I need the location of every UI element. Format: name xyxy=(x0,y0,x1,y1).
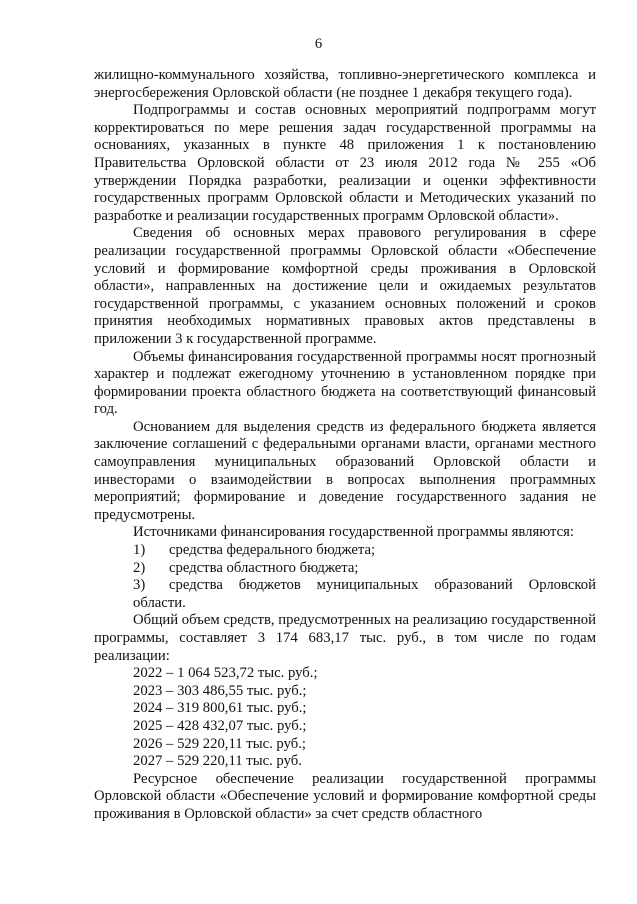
paragraph-funding-volumes: Объемы финансирования государственной программы носят прогнозный характер и подлежат ежегодному уточнению в установленном порядке при формировании проекта областного бюджета на соответствующий финансовый год. xyxy=(94,348,596,418)
list-item-text: средства областного бюджета; xyxy=(169,559,359,576)
funding-year-line: 2026 – 529 220,11 тыс. руб.; xyxy=(133,735,306,752)
paragraph-legal-regulation: Сведения об основных мерах правового регулирования в сфере реализации государственной программы Орловской области «Обеспечение условий и формирование комфортной среды проживания в Орловской области», направленных на достижение цели и ожидаемых результатов государственной программы, с указанием основных положений и сроков принятия необходимых нормативных правовых актов представлены в приложении 3 к государственной программе. xyxy=(94,225,596,347)
list-item xyxy=(94,577,596,612)
list-item xyxy=(94,542,596,560)
list-item-number: 1) xyxy=(133,542,146,559)
funding-year-line: 2025 – 428 432,07 тыс. руб.; xyxy=(133,717,307,734)
funding-year-line: 2024 – 319 800,61 тыс. руб.; xyxy=(133,700,307,717)
paragraph-sources-intro: Источниками финансирования государственной программы являются: xyxy=(133,524,574,541)
list-item-text: средства федерального бюджета; xyxy=(169,542,376,559)
list-item-number: 3) xyxy=(133,577,146,594)
list-item-number: 2) xyxy=(133,559,146,576)
paragraph-total-funding: Общий объем средств, предусмотренных на реализацию государственной программы, составляет 3 174 683,17 тыс. руб., в том числе по годам реализации: xyxy=(94,612,596,664)
document-body xyxy=(94,67,596,824)
funding-year-line: 2027 – 529 220,11 тыс. руб. xyxy=(133,753,302,770)
list-item-text: средства бюджетов муниципальных образований Орловской области. xyxy=(133,577,596,611)
funding-year-line: 2022 – 1 064 523,72 тыс. руб.; xyxy=(133,665,318,682)
list-item xyxy=(94,560,596,578)
paragraph-federal-basis: Основанием для выделения средств из федерального бюджета является заключение соглашений с федеральными органами власти, органами местного самоуправления муниципальных образований Орловской области и инвесторами о взаимодействии в вопросах выполнения программных мероприятий; формирование и доведение государственного задания не предусмотрены. xyxy=(94,418,596,523)
paragraph-subprograms: Подпрограммы и состав основных мероприятий подпрограмм могут корректироваться по мере решения задач государственной программы на основаниях, указанных в пункте 48 приложения 1 к постановлению Правительства Орловской области от 23 июля 2012 года № 255 «Об утверждении Порядка разработки, реализации и оценки эффективности государственных программ Орловской области и Методических указаний по разработке и реализации государственных программ Орловской области». xyxy=(94,102,596,224)
page-number: 6 xyxy=(314,36,323,52)
paragraph-resource-provision: Ресурсное обеспечение реализации государственной программы Орловской области «Обеспечение условий и формирование комфортной среды проживания в Орловской области» за счет средств областного xyxy=(94,770,596,822)
funding-year-line: 2023 – 303 486,55 тыс. руб.; xyxy=(133,682,307,699)
paragraph-continuation: жилищно-коммунального хозяйства, топливно-энергетического комплекса и энергосбережения Орловской области (не позднее 1 декабря текущего года). xyxy=(94,67,596,101)
